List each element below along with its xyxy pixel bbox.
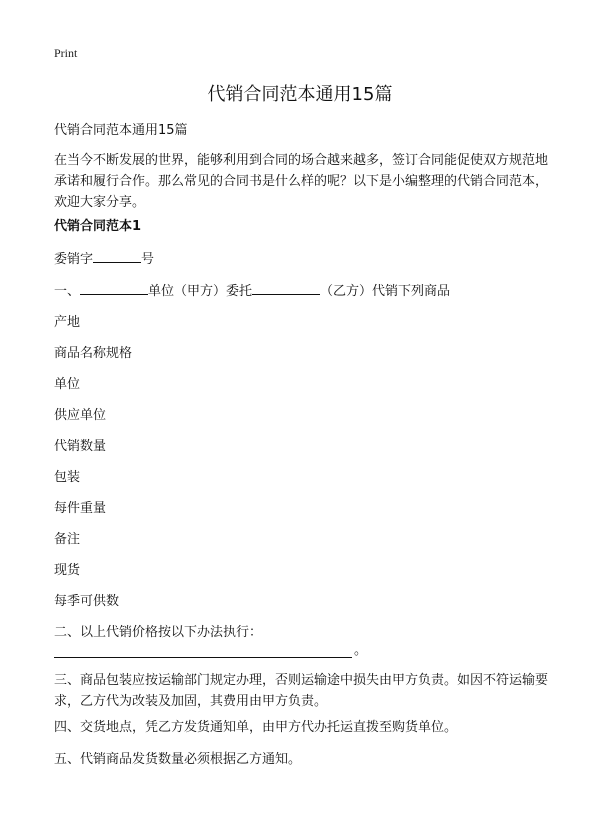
intro-paragraph: 在当今不断发展的世界，能够利用到合同的场合越来越多，签订合同能促使双方规范地承诺和履行合作。那么常见的合同书是什么样的呢？以下是小编整理的代销合同范本，欢迎大家分享。 [54, 153, 549, 210]
clause-2-end: 。 [354, 643, 368, 658]
price-method-blank [54, 657, 352, 658]
section-heading: 代销合同范本1 [54, 219, 142, 234]
consign-number-blank [93, 250, 141, 263]
item-remarks: 备注 [54, 532, 81, 547]
clause-1-mid: 单位（甲方）委托 [148, 284, 253, 299]
clause-1-suffix: （乙方）代销下列商品 [320, 284, 451, 299]
item-supplier: 供应单位 [54, 408, 107, 423]
consign-suffix: 号 [141, 252, 155, 267]
document-subtitle: 代销合同范本通用15篇 [54, 123, 188, 138]
item-weight: 每件重量 [54, 501, 107, 516]
clause-1 [54, 282, 450, 302]
clause-5: 五、代销商品发货数量必须根据乙方通知。 [54, 752, 302, 767]
consign-prefix: 委销字 [54, 252, 94, 267]
clause-4: 四、交货地点，凭乙方发货通知单，由甲方代办托运直拨至购货单位。 [54, 720, 458, 735]
item-product-name-spec: 商品名称规格 [54, 346, 133, 361]
page-title: 代销合同范本通用15篇 [207, 84, 393, 105]
item-origin: 产地 [54, 315, 81, 330]
item-quantity: 代销数量 [54, 439, 107, 454]
item-packaging: 包装 [54, 470, 81, 485]
party-a-blank [80, 282, 148, 295]
item-unit: 单位 [54, 377, 81, 392]
clause-2: 二、以上代销价格按以下办法执行： [54, 625, 263, 640]
item-quarterly-supply: 每季可供数 [54, 594, 120, 609]
item-in-stock: 现货 [54, 563, 81, 578]
print-link[interactable]: Print [54, 46, 78, 60]
party-b-blank [252, 282, 320, 295]
clause-1-prefix: 一、 [54, 284, 81, 299]
clause-3: 三、商品包装应按运输部门规定办理，否则运输途中损失由甲方负责。如因不符运输要求，乙方代为改装及加固，其费用由甲方负责。 [54, 673, 549, 709]
consign-number-line [54, 250, 154, 270]
